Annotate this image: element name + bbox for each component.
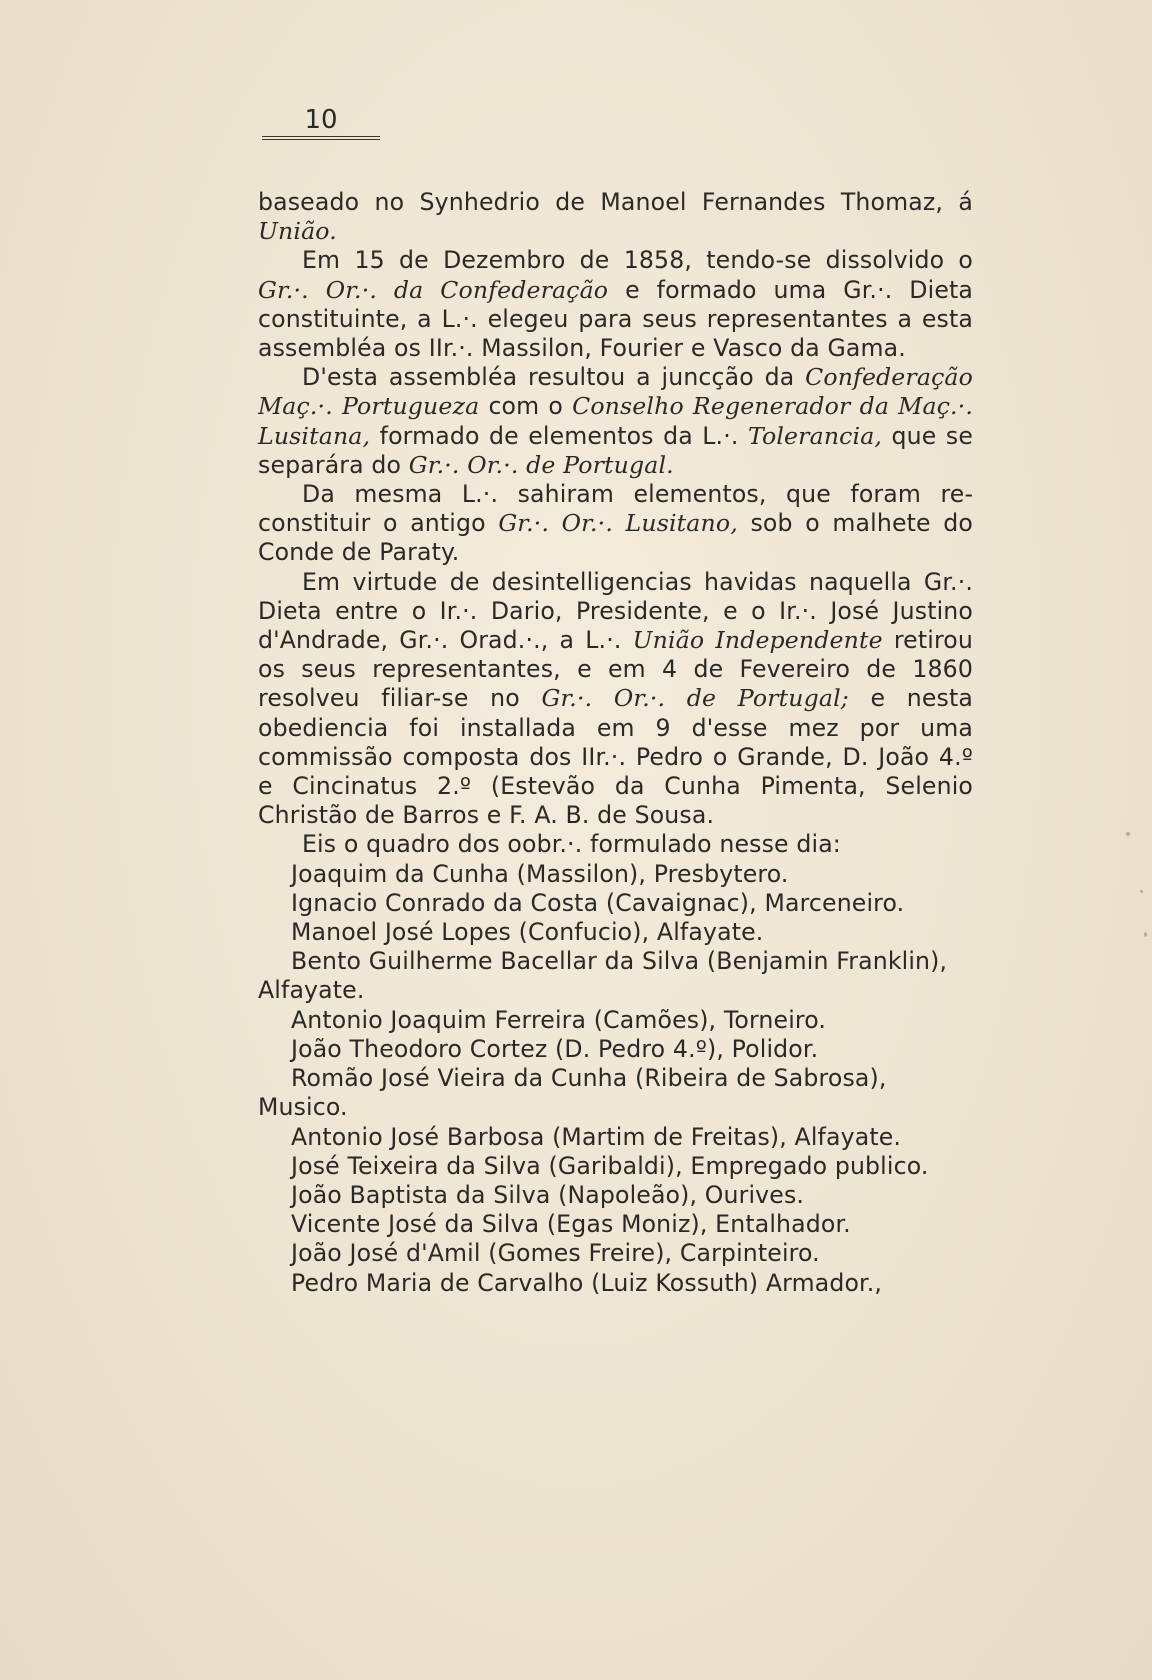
italic-text: Gr.·. Or.·. de Portugal;	[541, 684, 849, 713]
text-run: e formado uma Gr.·. Dieta constituinte, a L.·. elegeu para seus representantes a esta assembléa os IIr.·. Massilon, Fourier e Vasco da Gama.	[258, 275, 973, 363]
text-run: Eis o quadro dos oobr.·. formulado nesse dia:	[302, 830, 841, 859]
paragraph	[258, 568, 973, 831]
page-header	[262, 104, 380, 140]
page-number: 10	[304, 105, 338, 135]
italic-text: Tolerancia,	[747, 421, 883, 450]
header-rule	[262, 136, 380, 140]
text-run: formado de elementos da L.·.	[370, 421, 748, 450]
paragraph	[258, 363, 973, 480]
italic-text: União Independente	[632, 626, 883, 655]
paragraph	[258, 480, 973, 568]
italic-text: Confederação Maç.·. Portugueza	[258, 363, 973, 421]
text-run: com o	[479, 392, 573, 421]
text-run: Da mesma L.·. sahiram elementos, que foram reconstituir o antigo	[258, 480, 973, 538]
member-entry: José Teixeira da Silva (Garibaldi), Empregado publico.	[291, 1151, 929, 1180]
member-entry: Antonio Joaquim Ferreira (Camões), Torneiro.	[291, 1005, 827, 1034]
paper-speck	[1126, 832, 1130, 836]
member-entry: João Baptista da Silva (Napoleão), Ourives.	[291, 1180, 805, 1209]
paragraph	[258, 830, 973, 859]
text-run: D'esta assembléa resultou a juncção da	[302, 363, 806, 392]
italic-text: Gr.·. Or.·. de Portugal.	[408, 450, 674, 479]
member-entry: Manoel José Lopes (Confucio), Alfayate.	[291, 918, 764, 947]
member-entry: Vicente José da Silva (Egas Moniz), Entalhador.	[291, 1210, 851, 1239]
member-entry: João Theodoro Cortez (D. Pedro 4.º), Polidor.	[291, 1034, 819, 1063]
italic-text: Gr.·. Or.·. Lusitano,	[498, 509, 738, 538]
member-entry: Ignacio Conrado da Costa (Cavaignac), Marceneiro.	[291, 888, 905, 917]
text-run: sob o malhete do Conde de Paraty.	[258, 509, 973, 567]
member-entry: João José d'Amil (Gomes Freire), Carpinteiro.	[291, 1239, 820, 1268]
member-entry: Romão José Vieira da Cunha (Ribeira de Sabrosa), Musico.	[258, 1064, 887, 1122]
member-entry: Antonio José Barbosa (Martim de Freitas), Alfayate.	[291, 1122, 902, 1151]
text-run: baseado no Synhedrio de Manoel Fernandes Thomaz, á	[258, 188, 973, 216]
italic-text: Conselho Regenerador da Maç.·. Lusitana,	[258, 392, 974, 450]
italic-text: Gr.·. Or.·. da Confederação	[258, 275, 609, 304]
paragraph	[258, 188, 973, 246]
paper-speck	[1140, 890, 1143, 893]
paragraph	[258, 246, 973, 363]
member-entry: Bento Guilherme Bacellar da Silva (Benjamin Franklin), Alfayate.	[258, 947, 948, 1005]
member-entry: Pedro Maria de Carvalho (Luiz Kossuth) Armador.,	[291, 1268, 883, 1297]
text-run: Em virtude de desintelligencias havidas naquella Gr.·. Dieta entre o Ir.·. Dario, Presidente, e o Ir.·. José Justino d'Andrade, Gr.·. Orad.·., a L.·.	[258, 567, 973, 655]
italic-text: União.	[258, 217, 337, 246]
member-entry: Joaquim da Cunha (Massilon), Presbytero.	[291, 859, 789, 888]
text-run: e nesta obediencia foi installada em 9 d'esse mez por uma commissão composta dos IIr.·. Pedro o Grande, D. João 4.º e Cincinatus 2.º (Estevão da Cunha Pimenta, Selenio Christão de Barros e F. A. B. de Sousa.	[258, 684, 974, 830]
text-run: que se separára do	[258, 421, 973, 479]
text-run: Em 15 de Dezembro de 1858, tendo-se dissolvido o	[302, 246, 973, 275]
body-text	[258, 188, 973, 1298]
text-run: retirou os seus representantes, e em 4 de Fevereiro de 1860 resolveu filiar-se no	[258, 626, 973, 713]
paper-speck	[1144, 932, 1147, 937]
